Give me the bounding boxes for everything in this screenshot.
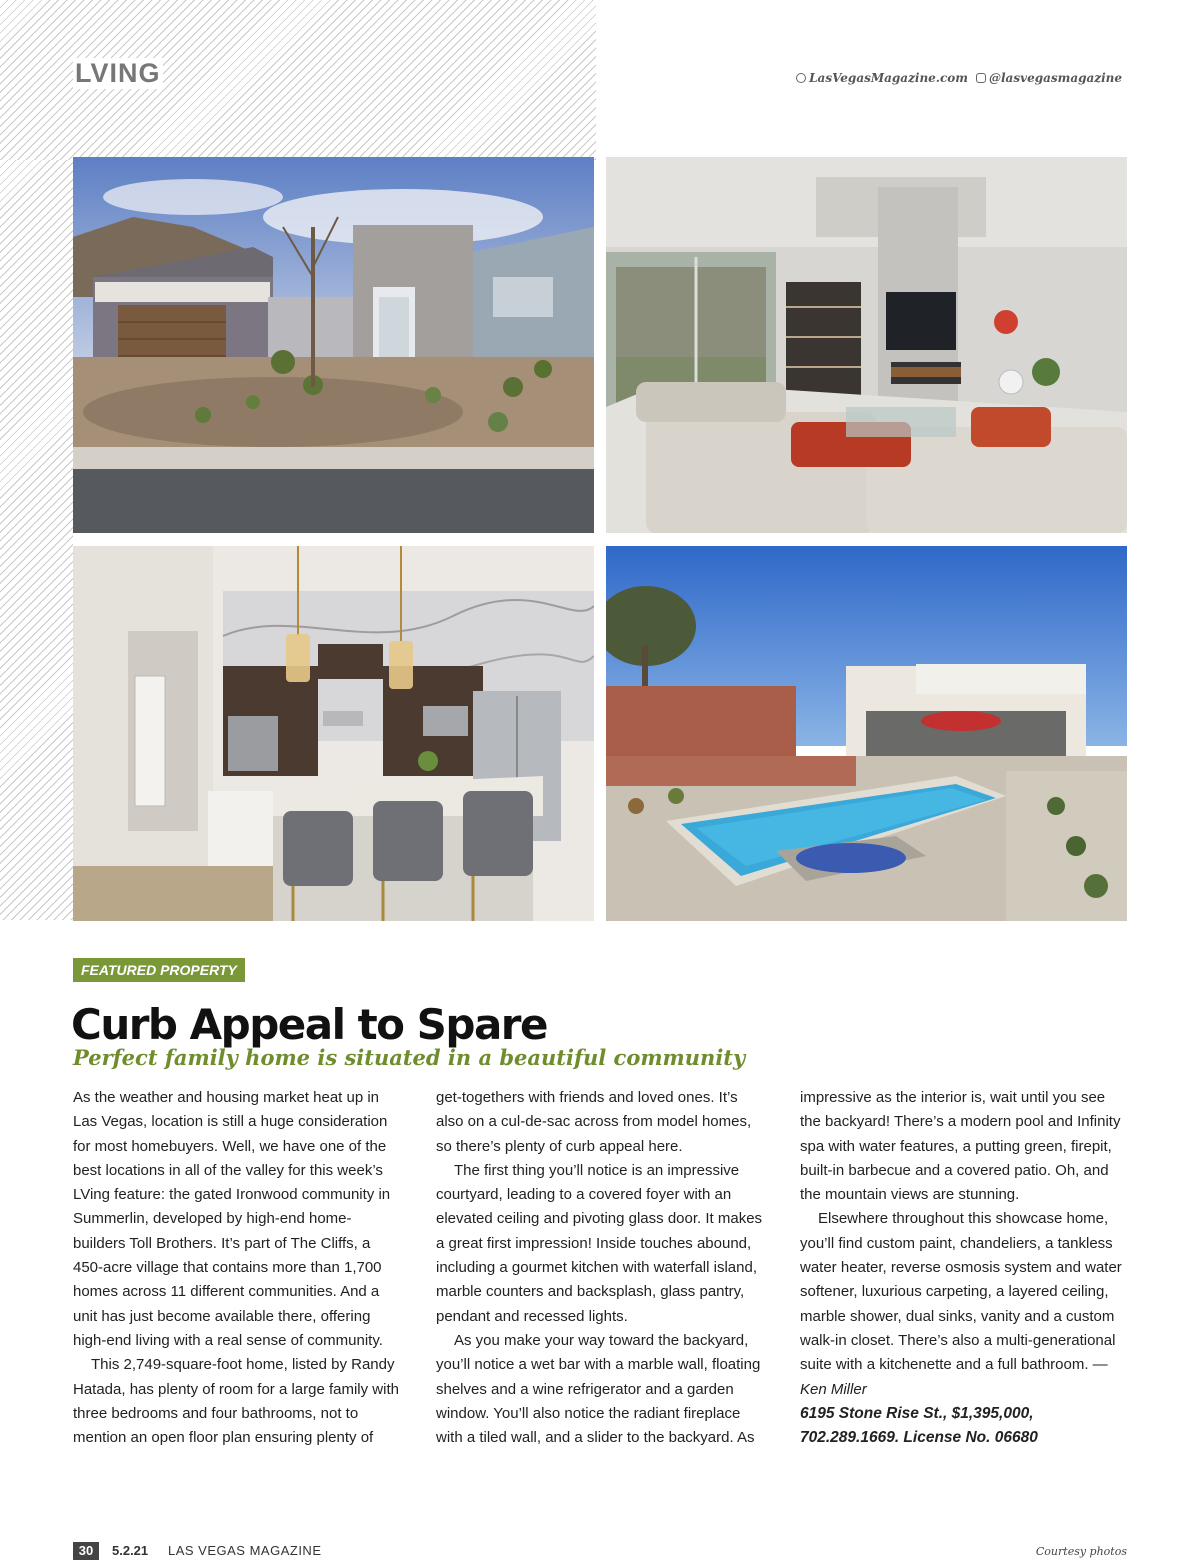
paragraph — [800, 1207, 1128, 1401]
article-column-3 — [800, 1086, 1128, 1450]
article-subtitle: Perfect family home is situated in a beautiful community — [73, 1045, 746, 1070]
issue-date: 5.2.21 — [112, 1543, 149, 1558]
paragraph: impressive as the interior is, wait until you see the backyard! There’s a modern pool and Infinity spa with water features, a putting green, firepit, built-in barbecue and a covered patio. Oh, and the mountain views are stunning. — [800, 1089, 1121, 1204]
magazine-name: LAS VEGAS MAGAZINE — [168, 1543, 322, 1558]
article-title: Curb Appeal to Spare — [71, 1000, 548, 1049]
paragraph: The first thing you’ll notice is an impressive courtyard, leading to a covered foyer with an elevated ceiling and pivoting glass door. It makes a great first impression! Inside touches abound, including a gourmet kitchen with waterfall island, marble counters and backsplash, glass pantry, pendant and recessed lights. — [436, 1161, 763, 1325]
instagram-icon — [976, 73, 986, 83]
hatch-pattern-side — [0, 160, 73, 920]
paragraph: As the weather and housing market heat up in Las Vegas, location is still a huge consideration for most homebuyers. Well, we have one of the best locations in all of the valley for this week’s LVing feature: the gated Ironwood community in Summerlin, developed by high-end home-builders Toll Brothers. It’s part of The Cliffs, a 450-acre village that contains more than 1,700 homes across 11 different communities. And a unit has just become available there, offering high-end living with a real sense of community. — [73, 1089, 391, 1349]
article-column-1 — [73, 1086, 401, 1450]
paragraph: get-togethers with friends and loved ones. It’s also on a cul-de-sac across from model homes, so there’s plenty of curb appeal here. — [436, 1089, 752, 1155]
photo-house-exterior — [73, 157, 594, 533]
paragraph-text: Elsewhere throughout this showcase home, you’ll find custom paint, chandeliers, a tankless water heater, reverse osmosis system and water softener, luxurious carpeting, a layered ceiling, marble shower, dual sinks, vanity and a custom walk-in closet. There’s also a multi-generational suite with a kitchenette and a full bathroom. — [800, 1210, 1122, 1374]
paragraph: As you make your way toward the backyard, you’ll notice a wet bar with a marble wall, floating shelves and a wine refrigerator and a garden window. You’ll also notice the radiant fireplace with a tiled wall, and a slider to the backyard. As — [436, 1331, 761, 1447]
instagram-link[interactable]: @lasvegasmagazine — [976, 71, 1122, 85]
photo-kitchen — [73, 546, 594, 921]
site-links — [796, 71, 1122, 85]
paragraph: This 2,749-square-foot home, listed by Randy Hatada, has plenty of room for a large family with three bedrooms and four bathrooms, not to mention an open floor plan ensuring plenty of — [73, 1356, 399, 1447]
globe-icon — [796, 73, 806, 83]
page-number: 30 — [73, 1542, 99, 1560]
photo-living-room — [606, 157, 1127, 533]
featured-badge: FEATURED PROPERTY — [73, 958, 245, 982]
photo-credit: Courtesy photos — [1035, 1545, 1127, 1558]
section-label: LVING — [75, 58, 161, 88]
photo-backyard-pool — [606, 546, 1127, 921]
listing-info: 6195 Stone Rise St., $1,395,000, 702.289.1669. License No. 06680 — [800, 1404, 1038, 1447]
byline: —Ken Miller — [800, 1356, 1108, 1398]
website-link[interactable]: LasVegasMagazine.com — [796, 71, 968, 85]
article-column-2 — [436, 1086, 764, 1450]
